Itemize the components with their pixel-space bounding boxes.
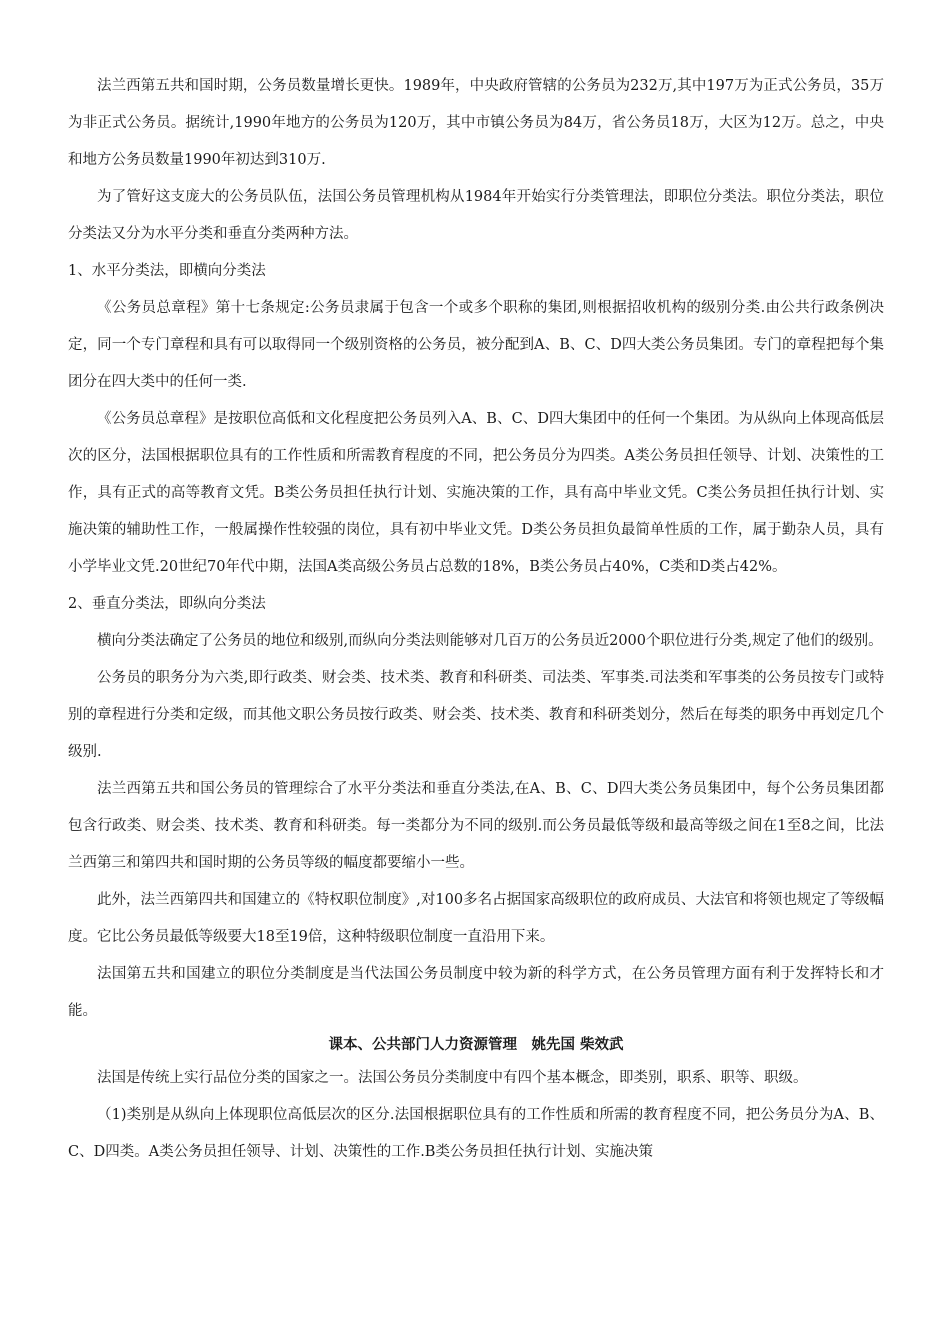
textbook-heading: 课本、公共部门人力资源管理 姚先国 柴效武	[328, 1036, 624, 1053]
paragraph: 为了管好这支庞大的公务员队伍，法国公务员管理机构从1984年开始实行分类管理法，即职位分类法。职位分类法，职位分类法又分为水平分类和垂直分类两种方法。	[68, 189, 884, 242]
paragraph: 《公务员总章程》是按职位高低和文化程度把公务员列入A、B、C、D四大集团中的任何一个集团。为从纵向上体现高低层次的区分，法国根据职位具有的工作性质和所需教育程度的不同，把公务员分为四类。A类公务员担任领导、计划、决策性的工作，具有正式的高等教育文凭。B类公务员担任执行计划、实施决策的工作，具有高中毕业文凭。C类公务员担任执行计划、实施决策的辅助性工作，一般属操作性较强的岗位，具有初中毕业文凭。D类公务员担负最简单性质的工作，属于勤杂人员，具有小学毕业文凭.20世纪70年代中期，法国A类高级公务员占总数的18%，B类公务员占40%，C类和D类占42%。	[68, 411, 884, 575]
section-heading: 1、水平分类法，即横向分类法	[68, 263, 266, 279]
paragraph: 法国是传统上实行品位分类的国家之一。法国公务员分类制度中有四个基本概念，即类别，职系、职等、职级。	[97, 1070, 808, 1086]
paragraph: 《公务员总章程》第十七条规定:公务员隶属于包含一个或多个职称的集团,则根据招收机构的级别分类.由公共行政条例决定，同一个专门章程和具有可以取得同一个级别资格的公务员，被分配到A、B、C、D四大类公务员集团。专门的章程把每个集团分在四大类中的任何一类.	[68, 300, 884, 390]
document-page	[68, 68, 884, 1171]
paragraph: （1)类别是从纵向上体现职位高低层次的区分.法国根据职位具有的工作性质和所需的教育程度不同，把公务员分为A、B、C、D四类。A类公务员担任领导、计划、决策性的工作.B类公务员担任执行计划、实施决策	[68, 1107, 884, 1160]
section-heading: 2、垂直分类法，即纵向分类法	[68, 596, 266, 612]
paragraph: 法兰西第五共和国时期，公务员数量增长更快。1989年，中央政府管辖的公务员为232万,其中197万为正式公务员，35万为非正式公务员。据统计,1990年地方的公务员为120万，其中市镇公务员为84万，省公务员18万，大区为12万。总之，中央和地方公务员数量1990年初达到310万.	[68, 78, 884, 168]
paragraph: 公务员的职务分为六类,即行政类、财会类、技术类、教育和科研类、司法类、军事类.司法类和军事类的公务员按专门或特别的章程进行分类和定级，而其他文职公务员按行政类、财会类、技术类、教育和科研类划分，然后在每类的职务中再划定几个级别.	[68, 670, 884, 760]
paragraph: 此外，法兰西第四共和国建立的《特权职位制度》,对100多名占据国家高级职位的政府成员、大法官和将领也规定了等级幅度。它比公务员最低等级要大18至19倍，这种特级职位制度一直沿用下来。	[68, 892, 884, 945]
paragraph: 横向分类法确定了公务员的地位和级别,而纵向分类法则能够对几百万的公务员近2000个职位进行分类,规定了他们的级别。	[97, 633, 883, 649]
paragraph: 法兰西第五共和国公务员的管理综合了水平分类法和垂直分类法,在A、B、C、D四大类公务员集团中，每个公务员集团都包含行政类、财会类、技术类、教育和科研类。每一类都分为不同的级别.而公务员最低等级和最高等级之间在1至8之间，比法兰西第三和第四共和国时期的公务员等级的幅度都要缩小一些。	[68, 781, 884, 871]
paragraph: 法国第五共和国建立的职位分类制度是当代法国公务员制度中较为新的科学方式，在公务员管理方面有利于发挥特长和才能。	[68, 966, 884, 1019]
